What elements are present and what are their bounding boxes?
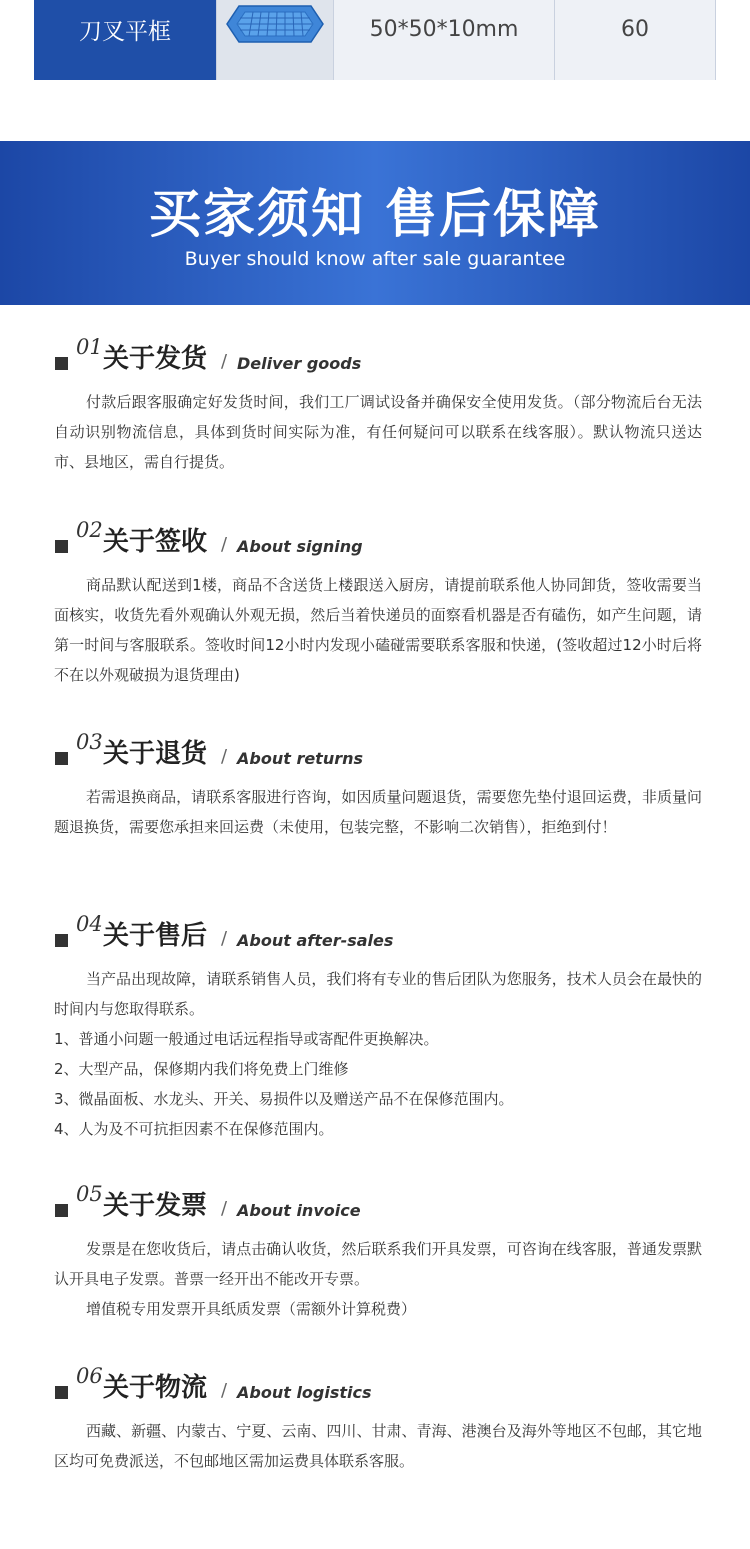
product-name-cell: 刀叉平框 <box>34 0 216 80</box>
list-item: 2、大型产品，保修期内我们将免费上门维修 <box>54 1060 349 1078</box>
product-size-cell: 50*50*10mm <box>333 0 554 80</box>
product-image-cell <box>216 0 333 80</box>
section-body <box>54 387 702 477</box>
square-bullet-icon <box>55 357 68 370</box>
section-body <box>54 1234 702 1324</box>
list-item: 1、普通小问题一般通过电话远程指导或寄配件更换解决。 <box>54 1030 439 1048</box>
section-body <box>54 1416 702 1476</box>
section-number: 04 <box>76 912 103 936</box>
section-title: 关于签收 <box>103 527 208 557</box>
section-english-title: About logistics <box>237 1383 372 1402</box>
square-bullet-icon <box>55 934 68 947</box>
section-paragraph: 付款后跟客服确定好发货时间，我们工厂调试设备并确保安全使用发货。（部分物流后台无法自动识别物流信息，具体到货时间实际为准，有任何疑问可以联系在线客服）。默认物流只送达市、县地区，需自行提货。 <box>54 393 702 471</box>
section-paragraph: 当产品出现故障，请联系销售人员，我们将有专业的售后团队为您服务，技术人员会在最快的时间内与您取得联系。 <box>54 970 702 1018</box>
section-number: 02 <box>76 518 103 542</box>
section-english-title: About invoice <box>237 1201 361 1220</box>
square-bullet-icon <box>55 1386 68 1399</box>
section-header <box>55 912 715 958</box>
after-sale-banner <box>0 141 750 305</box>
section-paragraph: 增值税专用发票开具纸质发票（需额外计算税费） <box>86 1300 417 1318</box>
square-bullet-icon <box>55 1204 68 1217</box>
section-title: 关于发货 <box>103 344 208 374</box>
section-header <box>55 1364 715 1410</box>
section-english-title: About returns <box>237 749 364 768</box>
section-number: 06 <box>76 1364 103 1388</box>
section-number: 05 <box>76 1182 103 1206</box>
section-english-title: About signing <box>237 537 363 556</box>
section-title: 关于发票 <box>103 1191 208 1221</box>
section-divider: / <box>221 928 228 949</box>
section-header <box>55 335 715 381</box>
section-header <box>55 730 715 776</box>
section-number: 03 <box>76 730 103 754</box>
section-body <box>54 964 702 1144</box>
section-header <box>55 518 715 564</box>
section-paragraph: 西藏、新疆、内蒙古、宁夏、云南、四川、甘肃、青海、港澳台及海外等地区不包邮，其它地区均可免费派送，不包邮地区需加运费具体联系客服。 <box>54 1422 702 1470</box>
list-item: 4、人为及不可抗拒因素不在保修范围内。 <box>54 1120 334 1138</box>
section-header <box>55 1182 715 1228</box>
dish-rack-basket-icon <box>225 2 325 46</box>
section-paragraph: 发票是在您收货后，请点击确认收货，然后联系我们开具发票，可咨询在线客服，普通发票默认开具电子发票。普票一经开出不能改开专票。 <box>54 1240 702 1288</box>
section-body <box>54 782 702 842</box>
banner-subtitle: Buyer should know after sale guarantee <box>184 248 566 270</box>
section-divider: / <box>221 1198 228 1219</box>
banner-title: 买家须知 售后保障 <box>148 185 602 245</box>
section-divider: / <box>221 746 228 767</box>
square-bullet-icon <box>55 752 68 765</box>
section-title: 关于物流 <box>103 1373 208 1403</box>
section-number: 01 <box>76 335 103 359</box>
section-paragraph: 商品默认配送到1楼，商品不含送货上楼跟送入厨房，请提前联系他人协同卸货，签收需要当面核实，收货先看外观确认外观无损，然后当着快递员的面察看机器是否有磕伤，如产生问题，请第一时间与客服联系。签收时间12小时内发现小磕碰需要联系客服和快递，(签收超过12小时后将不在以外观破损为退货理由) <box>54 576 702 684</box>
section-title: 关于退货 <box>103 739 208 769</box>
section-divider: / <box>221 1380 228 1401</box>
list-item: 3、微晶面板、水龙头、开关、易损件以及赠送产品不在保修范围内。 <box>54 1090 514 1108</box>
section-english-title: About after-sales <box>237 931 394 950</box>
section-body <box>54 570 702 690</box>
section-divider: / <box>221 351 228 372</box>
section-title: 关于售后 <box>103 921 208 951</box>
section-divider: / <box>221 534 228 555</box>
section-paragraph: 若需退换商品，请联系客服进行咨询，如因质量问题退货，需要您先垫付退回运费，非质量问题退换货，需要您承担来回运费（未使用，包装完整，不影响二次销售），拒绝到付！ <box>54 788 702 836</box>
product-table-row <box>34 0 716 80</box>
section-english-title: Deliver goods <box>237 354 362 373</box>
product-quantity-cell: 60 <box>554 0 716 80</box>
square-bullet-icon <box>55 540 68 553</box>
